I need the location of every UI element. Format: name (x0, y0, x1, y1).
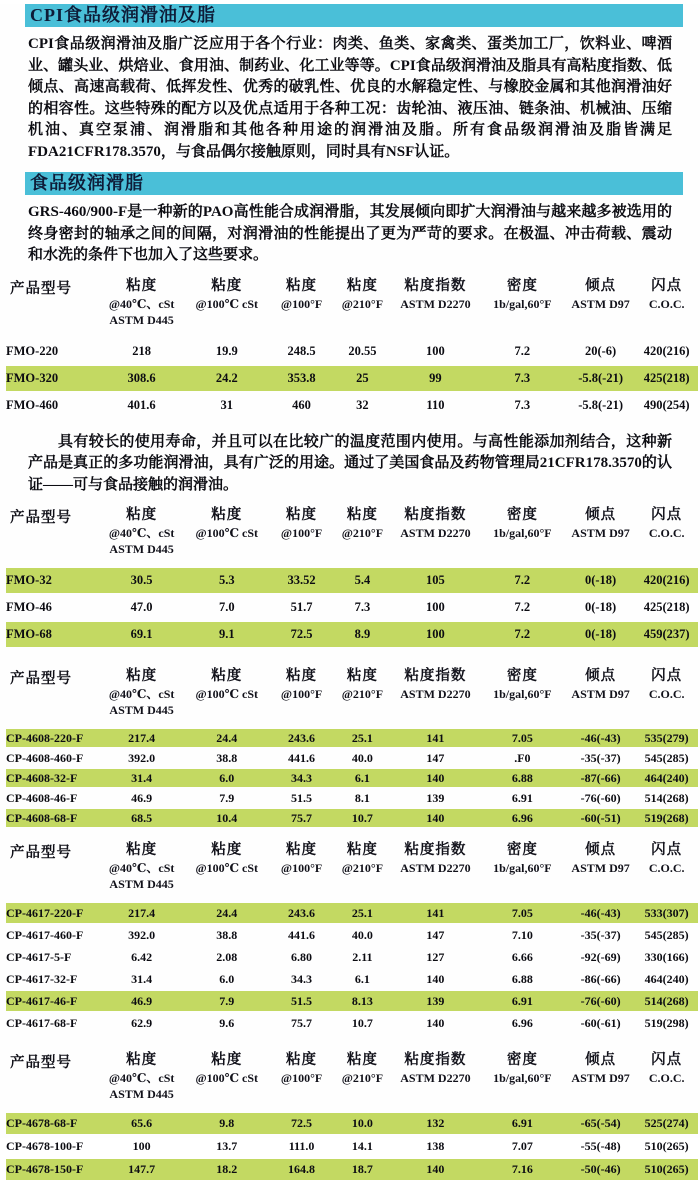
column-header: 粘度 @210°F (341, 507, 384, 540)
value-cell: 75.7 (270, 809, 333, 827)
value-cell: -60(-51) (566, 809, 636, 827)
value-cell: 533(307) (635, 903, 698, 923)
column-header: 粘度 @100°F (280, 507, 323, 540)
value-cell: 519(298) (644, 1015, 689, 1030)
intro-paragraph: CPI食品级润滑油及脂广泛应用于各个行业：肉类、鱼类、家禽类、蛋类加工厂，饮料业、啤酒业、罐头业、烘焙业、食用油、制药业、化工业等等。CPI食品级润滑油及脂具有高粘度指数、低倾点、高速高载荷、低挥发性、优秀的破乳性、优良的水解稳定性、与橡胶金属和其他润滑油好的相容性。这些特殊的配方以及优点适用于各种工况：齿轮油、液压油、链条油、机械油、压缩机油、真空泵浦、润滑脂和其他各种用途的润滑油及脂。所有食品级润滑油及脂皆满足FDA21CFR178.3570，与食品偶尔接触原则，同时具有NSF认证。 (28, 36, 672, 160)
value-cell: 31.4 (100, 769, 183, 787)
value-cell: 110 (426, 397, 445, 412)
value-cell: 5.3 (183, 568, 270, 593)
value-cell: 6.91 (479, 991, 566, 1011)
value-cell: 7.0 (218, 600, 235, 614)
datasheet-page (0, 4, 700, 1176)
product-row (6, 366, 698, 391)
column-header: 粘度 @100℃ cSt (195, 1052, 259, 1085)
value-cell: 100 (132, 1139, 151, 1153)
column-header: 闪点 C.O.C. (648, 668, 685, 701)
column-header: 密度 1b/gal,60°F (493, 842, 552, 875)
value-cell: 514(268) (644, 790, 689, 805)
product-row (6, 925, 698, 945)
product-row (6, 789, 698, 807)
product-model-cell: CP-4617-220-F (6, 903, 100, 923)
value-cell: -46(-43) (566, 903, 636, 923)
value-cell: 38.8 (216, 927, 238, 942)
value-cell: 139 (426, 790, 445, 805)
value-cell: 9.1 (183, 622, 270, 647)
product-row (6, 1136, 698, 1157)
product-model-cell: CP-4608-68-F (6, 809, 100, 827)
value-cell: 420(216) (635, 568, 698, 593)
value-cell: 40.0 (351, 927, 373, 942)
value-cell: 7.3 (354, 600, 371, 614)
value-cell: 140 (426, 1015, 445, 1030)
value-cell: 6.42 (131, 949, 153, 964)
value-cell: 545(285) (644, 750, 689, 765)
value-cell: 6.0 (219, 971, 235, 986)
value-cell: -35(-37) (580, 927, 621, 942)
value-cell: 99 (392, 366, 479, 391)
product-row (6, 903, 698, 923)
product-model-cell: CP-4617-5-F (6, 949, 72, 964)
column-header: 密度 1b/gal,60°F (493, 277, 552, 311)
value-cell: 425(218) (635, 366, 698, 391)
value-cell: 330(166) (644, 949, 689, 964)
value-cell: 127 (426, 949, 445, 964)
product-row (6, 749, 698, 767)
product-row (6, 1013, 698, 1033)
value-cell: 164.8 (270, 1159, 333, 1180)
value-cell: -76(-60) (566, 991, 636, 1011)
column-header-product: 产品型号 (10, 510, 72, 526)
value-cell: 147 (426, 927, 445, 942)
value-cell: 392.0 (128, 750, 156, 765)
header-row (6, 841, 698, 901)
value-cell: 8.9 (333, 622, 392, 647)
value-cell: 243.6 (270, 729, 333, 747)
value-cell: 248.5 (287, 343, 316, 358)
value-cell: 6.1 (354, 971, 370, 986)
product-row (6, 1159, 698, 1180)
value-cell: 464(240) (644, 971, 689, 986)
fmo-light-table (6, 504, 698, 649)
value-cell: 0(-18) (566, 568, 636, 593)
value-cell: 34.3 (291, 971, 313, 986)
column-header: 粘度 @100°F (280, 1052, 323, 1085)
product-model-cell: CP-4617-460-F (6, 927, 84, 942)
value-cell: 140 (392, 809, 479, 827)
product-row (6, 729, 698, 747)
product-model-cell: FMO-220 (6, 343, 59, 358)
value-cell: 6.88 (479, 769, 566, 787)
value-cell: 510(265) (644, 1139, 689, 1153)
column-header: 粘度 @40℃、cSt ASTM D445 (108, 1052, 175, 1101)
value-cell: 353.8 (270, 366, 333, 391)
value-cell: 401.6 (127, 397, 156, 412)
value-cell: .F0 (514, 750, 531, 765)
value-cell: 7.3 (479, 366, 566, 391)
value-cell: 31 (220, 397, 234, 412)
value-cell: 30.5 (100, 568, 183, 593)
value-cell: 68.5 (100, 809, 183, 827)
value-cell: 510(265) (635, 1159, 698, 1180)
column-header: 粘度 @100℃ cSt (195, 507, 259, 540)
value-cell: 7.2 (479, 622, 566, 647)
value-cell: -60(-61) (580, 1015, 621, 1030)
value-cell: 105 (392, 568, 479, 593)
product-row (6, 969, 698, 989)
product-model-cell: CP-4608-32-F (6, 769, 100, 787)
table-header (6, 1051, 698, 1111)
header-row (6, 1051, 698, 1111)
product-row (6, 991, 698, 1011)
column-header: 倾点 ASTM D97 (571, 1052, 630, 1085)
column-header: 倾点 ASTM D97 (571, 277, 630, 311)
column-header: 密度 1b/gal,60°F (493, 507, 552, 540)
product-model-cell: CP-4617-46-F (6, 991, 100, 1011)
value-cell: 10.7 (333, 809, 392, 827)
product-model-cell: CP-4678-68-F (6, 1113, 100, 1134)
column-header: 倾点 ASTM D97 (571, 507, 630, 540)
value-cell: -86(-66) (580, 971, 621, 986)
value-cell: 8.1 (354, 790, 370, 805)
value-cell: 47.0 (130, 600, 153, 614)
value-cell: 514(268) (635, 991, 698, 1011)
cp-4608-table (6, 665, 698, 829)
section-title: 食品级润滑脂 (30, 173, 144, 193)
column-header: 密度 1b/gal,60°F (493, 1052, 552, 1085)
value-cell: 6.88 (511, 971, 533, 986)
value-cell: 141 (392, 903, 479, 923)
value-cell: 6.91 (479, 1113, 566, 1134)
column-header-product: 产品型号 (10, 280, 72, 297)
column-header-product: 产品型号 (10, 1055, 72, 1071)
value-cell: 24.4 (183, 729, 270, 747)
value-cell: 7.10 (511, 927, 533, 942)
section-header-grease (25, 172, 683, 195)
column-header: 粘度 @100℃ cSt (195, 668, 259, 701)
product-row (6, 595, 698, 620)
value-cell: 14.1 (351, 1139, 373, 1153)
value-cell: 7.2 (514, 343, 531, 358)
cp-4678-table (6, 1049, 698, 1182)
product-model-cell: FMO-460 (6, 397, 59, 412)
value-cell: 31.4 (131, 971, 153, 986)
value-cell: 420(216) (643, 343, 690, 358)
value-cell: 147.7 (100, 1159, 183, 1180)
value-cell: 6.1 (333, 769, 392, 787)
table-body (6, 729, 698, 827)
value-cell: 460 (292, 397, 311, 412)
value-cell: 8.13 (333, 991, 392, 1011)
value-cell: -46(-43) (566, 729, 636, 747)
value-cell: 6.96 (511, 1015, 533, 1030)
value-cell: 0(-18) (584, 600, 617, 614)
column-header: 粘度 @210°F (341, 842, 384, 875)
header-row (6, 506, 698, 566)
value-cell: -55(-48) (580, 1139, 621, 1153)
value-cell: 7.9 (183, 991, 270, 1011)
table-body (6, 903, 698, 1033)
value-cell: 19.9 (215, 343, 238, 358)
value-cell: 7.07 (511, 1139, 533, 1153)
column-header: 粘度 @210°F (341, 277, 384, 311)
column-header: 粘度指数 ASTM D2270 (400, 842, 471, 875)
value-cell: 72.5 (270, 622, 333, 647)
value-cell: 24.2 (183, 366, 270, 391)
value-cell: 6.66 (511, 949, 533, 964)
value-cell: 72.5 (270, 1113, 333, 1134)
column-header: 粘度 @100℃ cSt (195, 842, 259, 875)
table-body (6, 568, 698, 647)
value-cell: 147 (426, 750, 445, 765)
cp-4617-table (6, 839, 698, 1035)
value-cell: 6.91 (511, 790, 533, 805)
value-cell: 140 (392, 769, 479, 787)
value-cell: 138 (426, 1139, 445, 1153)
value-cell: 9.6 (219, 1015, 235, 1030)
value-cell: 5.4 (333, 568, 392, 593)
column-header: 粘度指数 ASTM D2270 (400, 277, 471, 311)
value-cell: 7.05 (479, 903, 566, 923)
value-cell: 25.1 (333, 903, 392, 923)
value-cell: 7.2 (479, 568, 566, 593)
value-cell: 10.7 (351, 1015, 373, 1030)
product-row (6, 568, 698, 593)
product-model-cell: CP-4678-100-F (6, 1139, 84, 1153)
value-cell: 535(279) (635, 729, 698, 747)
column-header: 闪点 C.O.C. (648, 277, 685, 311)
column-header: 粘度指数 ASTM D2270 (400, 1052, 471, 1085)
value-cell: 75.7 (291, 1015, 313, 1030)
value-cell: 20.55 (348, 343, 377, 358)
column-header: 粘度 @210°F (341, 1052, 384, 1085)
value-cell: -65(-54) (566, 1113, 636, 1134)
column-header-product: 产品型号 (10, 845, 72, 861)
value-cell: 243.6 (270, 903, 333, 923)
value-cell: 545(285) (644, 927, 689, 942)
table-header (6, 667, 698, 727)
value-cell: 132 (392, 1113, 479, 1134)
value-cell: 24.4 (183, 903, 270, 923)
product-model-cell: CP-4678-150-F (6, 1159, 100, 1180)
column-header: 闪点 C.O.C. (648, 1052, 685, 1085)
value-cell: 2.08 (216, 949, 238, 964)
value-cell: 218 (132, 343, 151, 358)
grease-paragraph: GRS-460/900-F是一种新的PAO高性能合成润滑脂，其发展倾向即扩大润滑油与越来越多被选用的终身密封的轴承之间的间隔，对润滑油的性能提出了更为严苛的要求。在极温、冲击荷载、震动和水洗的条件下也加入了这些要求。 (28, 204, 672, 263)
column-header: 粘度 @100°F (280, 277, 323, 311)
product-model-cell: FMO-32 (6, 568, 100, 593)
value-cell: 7.9 (219, 790, 235, 805)
value-cell: -5.8(-21) (578, 397, 623, 412)
column-header-product: 产品型号 (10, 671, 72, 687)
value-cell: 6.80 (291, 949, 313, 964)
header-row (6, 277, 698, 337)
product-model-cell: CP-4617-68-F (6, 1015, 78, 1030)
product-model-cell: FMO-320 (6, 366, 100, 391)
column-header: 倾点 ASTM D97 (571, 668, 630, 701)
value-cell: -5.8(-21) (566, 366, 636, 391)
value-cell: 51.5 (270, 991, 333, 1011)
value-cell: 525(274) (635, 1113, 698, 1134)
value-cell: 2.11 (352, 949, 373, 964)
value-cell: 20(-6) (584, 343, 617, 358)
value-cell: 46.9 (100, 991, 183, 1011)
column-header: 粘度 @210°F (341, 668, 384, 701)
value-cell: 0(-18) (566, 622, 636, 647)
value-cell: 100 (426, 343, 445, 358)
value-cell: -87(-66) (566, 769, 636, 787)
column-header: 粘度 @100℃ cSt (195, 277, 259, 311)
value-cell: 7.3 (514, 397, 531, 412)
table-body (6, 1113, 698, 1180)
value-cell: 459(237) (635, 622, 698, 647)
column-header: 闪点 C.O.C. (648, 842, 685, 875)
value-cell: 140 (426, 971, 445, 986)
value-cell: 65.6 (100, 1113, 183, 1134)
column-header: 闪点 C.O.C. (648, 507, 685, 540)
value-cell: 9.8 (183, 1113, 270, 1134)
value-cell: 34.3 (270, 769, 333, 787)
column-header: 粘度 @40℃、cSt ASTM D445 (108, 842, 175, 891)
product-row (6, 947, 698, 967)
value-cell: 6.96 (479, 809, 566, 827)
value-cell: 217.4 (100, 903, 183, 923)
column-header: 粘度 @40℃、cSt ASTM D445 (108, 668, 175, 717)
table-body (6, 339, 698, 418)
value-cell: 425(218) (643, 600, 690, 614)
table-header (6, 506, 698, 566)
value-cell: 100 (426, 600, 445, 614)
product-row (6, 809, 698, 827)
product-model-cell: CP-4608-460-F (6, 750, 84, 765)
column-header: 粘度 @40℃、cSt ASTM D445 (108, 277, 175, 327)
value-cell: 6.0 (183, 769, 270, 787)
value-cell: 38.8 (216, 750, 238, 765)
value-cell: 51.5 (291, 790, 313, 805)
column-header: 粘度 @100°F (280, 668, 323, 701)
value-cell: -50(-46) (566, 1159, 636, 1180)
column-header: 粘度 @100°F (280, 842, 323, 875)
value-cell: 10.4 (183, 809, 270, 827)
value-cell: 32 (356, 397, 369, 412)
value-cell: 33.52 (270, 568, 333, 593)
value-cell: -35(-37) (580, 750, 621, 765)
value-cell: 490(254) (643, 397, 690, 412)
column-header: 密度 1b/gal,60°F (493, 668, 552, 701)
column-header: 粘度指数 ASTM D2270 (400, 668, 471, 701)
value-cell: 392.0 (128, 927, 156, 942)
value-cell: 62.9 (131, 1015, 153, 1030)
section-title: CPI食品级润滑油及脂 (30, 5, 216, 25)
value-cell: 18.2 (183, 1159, 270, 1180)
value-cell: 140 (392, 1159, 479, 1180)
value-cell: 51.7 (290, 600, 313, 614)
value-cell: 25.1 (333, 729, 392, 747)
value-cell: 18.7 (333, 1159, 392, 1180)
value-cell: 7.16 (479, 1159, 566, 1180)
product-row (6, 393, 698, 418)
value-cell: 441.6 (288, 750, 316, 765)
value-cell: 25 (333, 366, 392, 391)
value-cell: 217.4 (100, 729, 183, 747)
value-cell: 46.9 (131, 790, 153, 805)
product-model-cell: CP-4608-46-F (6, 790, 78, 805)
column-header: 倾点 ASTM D97 (571, 842, 630, 875)
value-cell: 7.2 (514, 600, 531, 614)
value-cell: 519(268) (635, 809, 698, 827)
value-cell: 10.0 (333, 1113, 392, 1134)
value-cell: 464(240) (635, 769, 698, 787)
value-cell: 308.6 (100, 366, 183, 391)
value-cell: 7.05 (479, 729, 566, 747)
value-cell: 100 (392, 622, 479, 647)
value-cell: -76(-60) (580, 790, 621, 805)
product-model-cell: FMO-68 (6, 622, 100, 647)
fmo-heavy-table (6, 275, 698, 420)
product-model-cell: FMO-46 (6, 600, 52, 614)
section-header-oils (25, 4, 683, 27)
value-cell: 69.1 (100, 622, 183, 647)
header-row (6, 667, 698, 727)
column-header: 粘度 @40℃、cSt ASTM D445 (108, 507, 175, 556)
product-row (6, 622, 698, 647)
product-row (6, 769, 698, 787)
value-cell: -92(-69) (580, 949, 621, 964)
value-cell: 441.6 (288, 927, 316, 942)
value-cell: 40.0 (351, 750, 373, 765)
column-header: 粘度指数 ASTM D2270 (400, 507, 471, 540)
product-row (6, 339, 698, 364)
table-header (6, 841, 698, 901)
product-model-cell: CP-4617-32-F (6, 971, 78, 986)
product-model-cell: CP-4608-220-F (6, 729, 100, 747)
value-cell: 139 (392, 991, 479, 1011)
note-paragraph: 具有较长的使用寿命，并且可以在比较广的温度范围内使用。与高性能添加剂结合，这种新产品是真正的多功能润滑油，具有广泛的用途。通过了美国食品及药物管理局21CFR178.3570的认证——可与食品接触的润滑油。 (28, 433, 672, 493)
table-header (6, 277, 698, 337)
product-row (6, 1113, 698, 1134)
value-cell: 111.0 (288, 1139, 315, 1153)
value-cell: 141 (392, 729, 479, 747)
value-cell: 13.7 (216, 1139, 238, 1153)
